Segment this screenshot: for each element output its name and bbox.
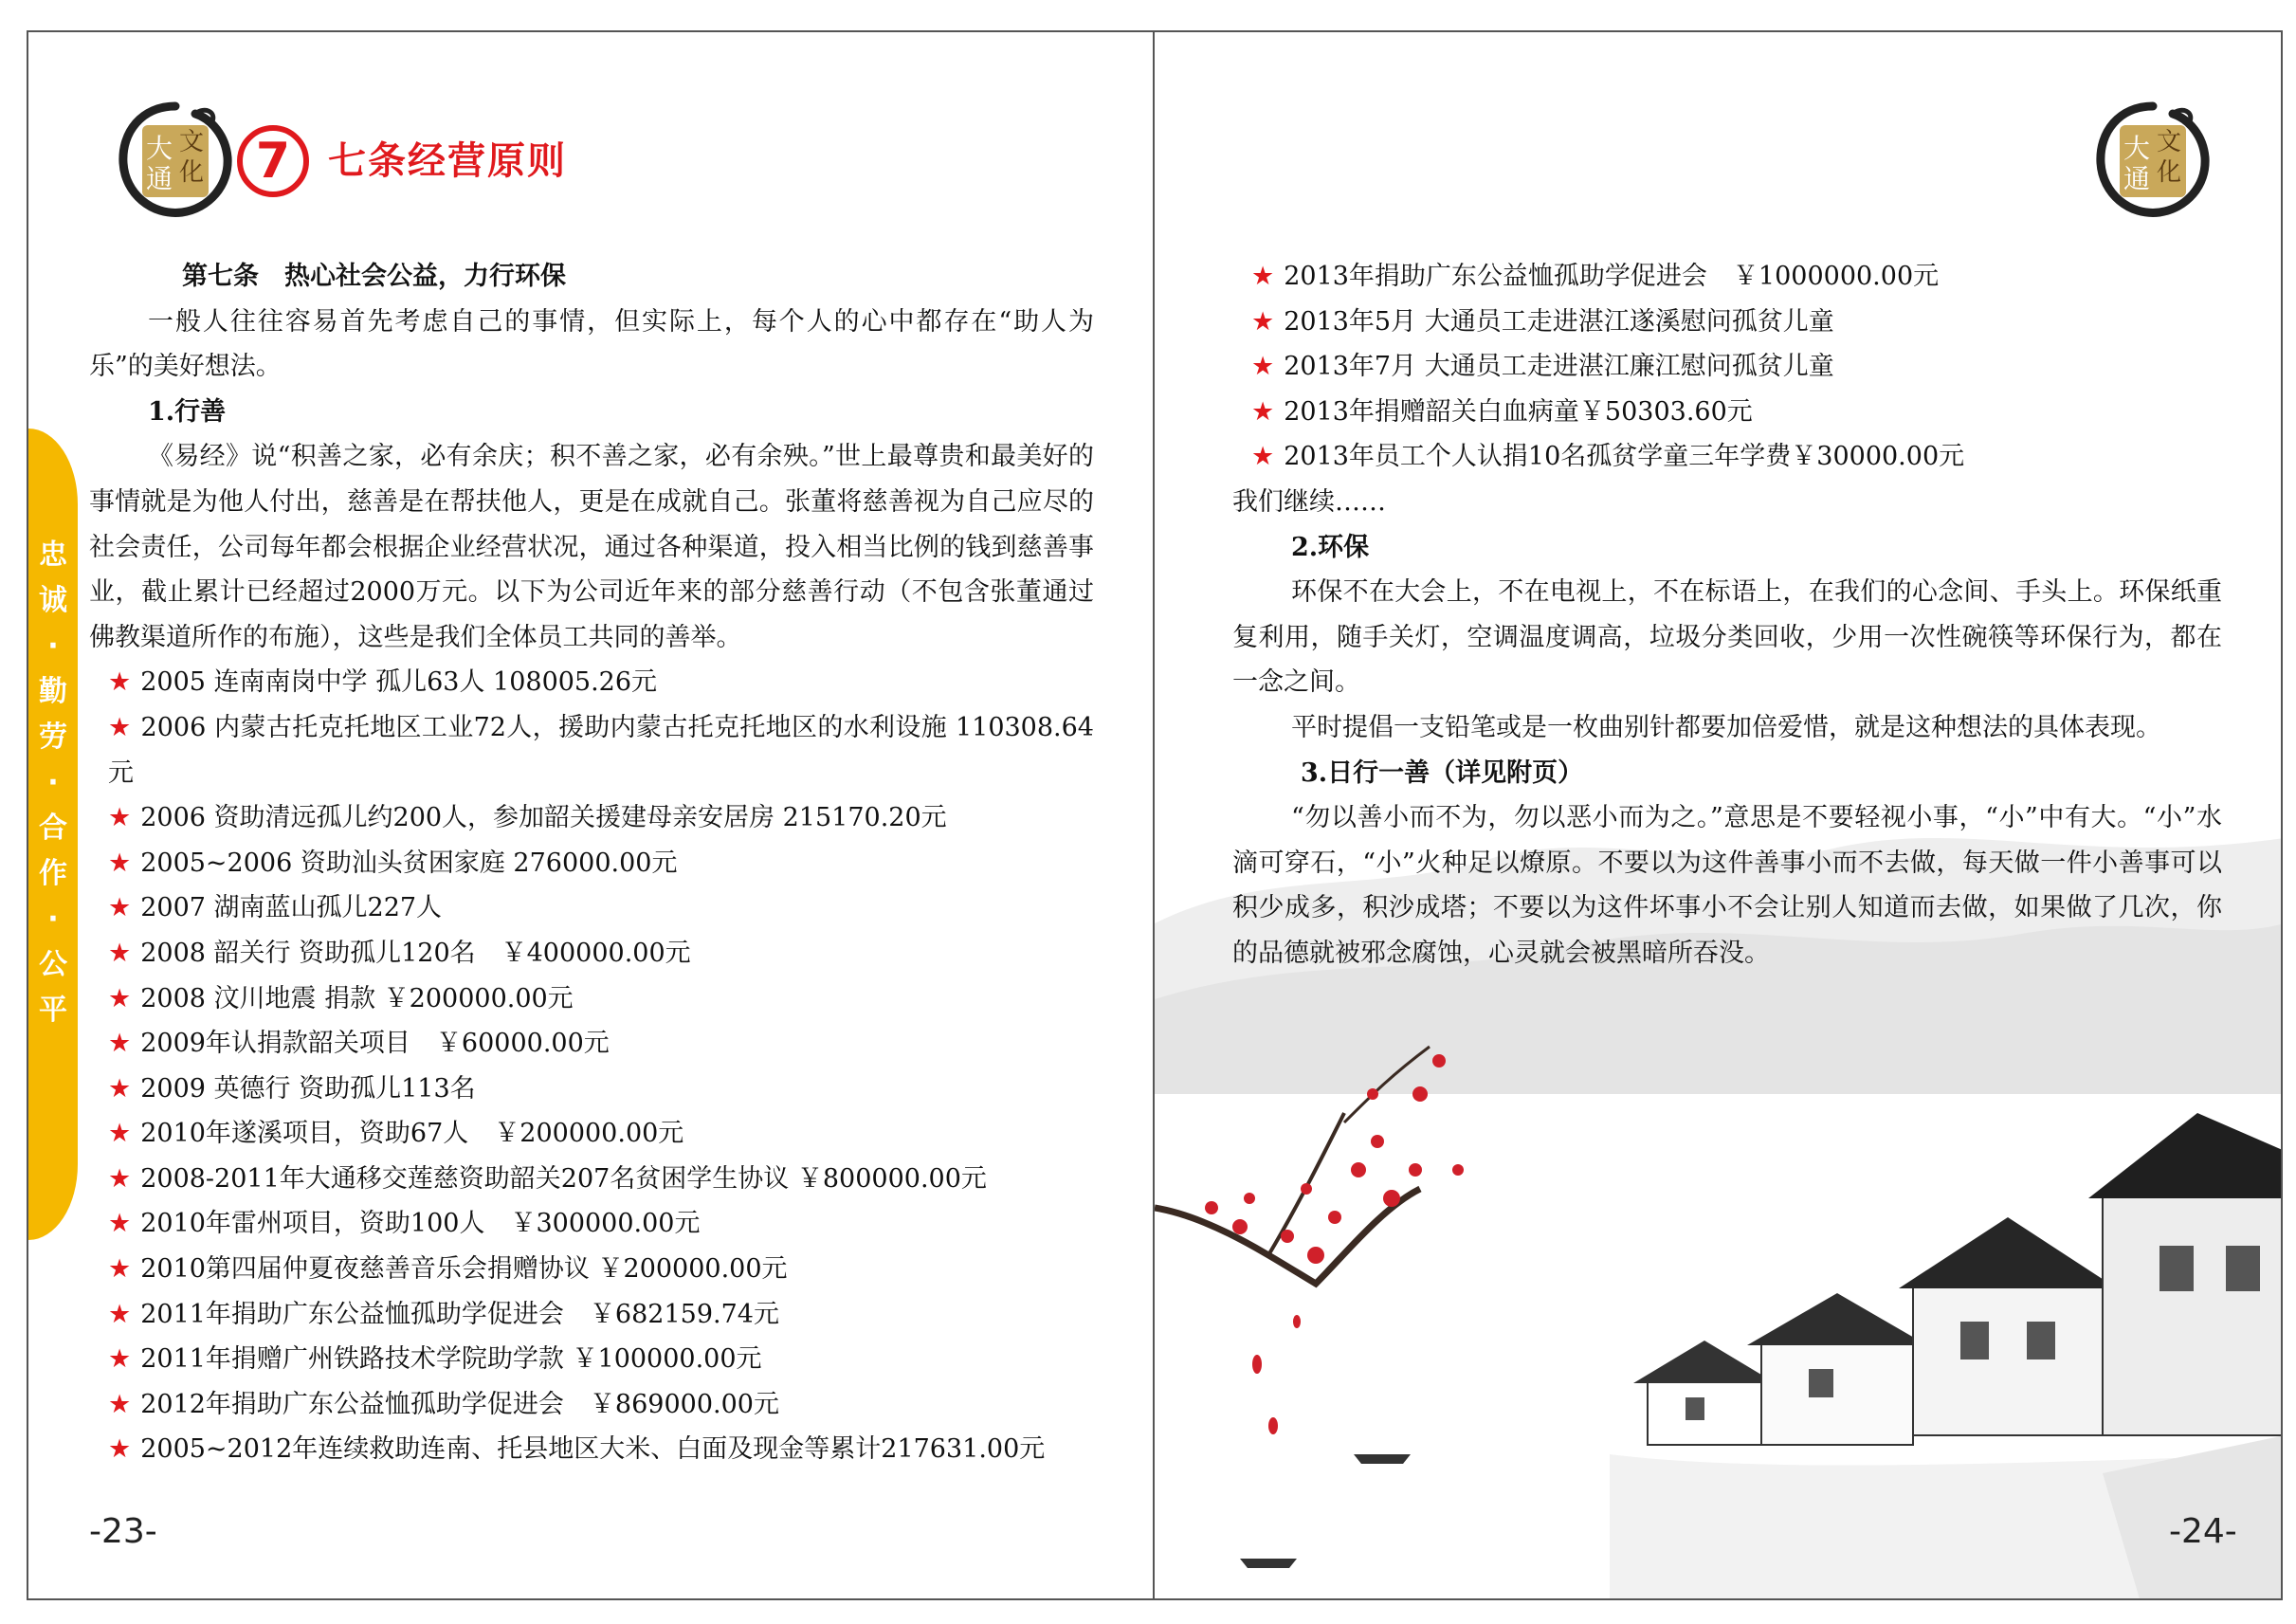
- charity-item: [1232, 390, 2222, 435]
- section-paragraph: 平时提倡一支铅笔或是一枚曲别针都要加倍爱惜，就是这种想法的具体表现。: [1291, 712, 2161, 742]
- charity-item: [89, 1201, 1094, 1247]
- star-icon: ★: [1251, 306, 1275, 337]
- charity-item-text: 2011年捐赠广州铁路技术学院助学款 ￥100000.00元: [140, 1344, 762, 1375]
- charity-item: [89, 795, 1094, 841]
- right-body: [1232, 254, 2222, 976]
- charity-item: [89, 1382, 1094, 1428]
- side-tab-char: 劳: [39, 721, 67, 754]
- star-icon: ★: [1251, 396, 1275, 427]
- charity-item-text: 2010年雷州项目，资助100人 ￥300000.00元: [140, 1209, 701, 1239]
- charity-item-text: 2005~2012年连续救助连南、托县地区大米、白面及现金等累计217631.00元: [140, 1434, 1046, 1465]
- logo-char: 通: [2123, 163, 2151, 194]
- side-tab-char: 公: [39, 948, 67, 981]
- star-icon: ★: [108, 712, 132, 742]
- charity-item-text: 2008 汶川地震 捐款 ￥200000.00元: [140, 983, 574, 1013]
- charity-item-text: 2012年捐助广东公益恤孤助学促进会 ￥869000.00元: [140, 1389, 779, 1419]
- logo-char: 化: [178, 158, 205, 187]
- chapter-number-badge: [237, 125, 309, 197]
- charity-item-text: 2005 连南南岗中学 孤儿63人 108005.26元: [140, 667, 658, 698]
- charity-item-text: 2010年遂溪项目，资助67人 ￥200000.00元: [140, 1119, 684, 1149]
- charity-item: [1232, 254, 2222, 300]
- side-tab: [28, 429, 78, 1240]
- charity-item-text: 2009 英德行 资助孤儿113名: [140, 1073, 476, 1104]
- page-number: -24-: [2169, 1512, 2237, 1551]
- section-heading: 1.行善: [148, 396, 227, 427]
- charity-item: [89, 1247, 1094, 1292]
- side-tab-char: ·: [47, 903, 59, 936]
- side-tab-char: 忠: [39, 538, 67, 572]
- charity-item-text: 2013年7月 大通员工走进湛江廉江慰问孤贫儿童: [1284, 352, 1834, 382]
- charity-item: [89, 1111, 1094, 1157]
- star-icon: ★: [108, 803, 132, 833]
- side-tab-char: 合: [39, 812, 67, 845]
- star-icon: ★: [1251, 442, 1275, 472]
- star-icon: ★: [108, 893, 132, 923]
- logo-char: 大: [2123, 133, 2151, 164]
- star-icon: ★: [108, 1344, 132, 1375]
- article-heading: 第七条 热心社会公益，力行环保: [182, 262, 566, 291]
- section-paragraph: “勿以善小而不为，勿以恶小而为之。”意思是不要轻视小事，“小”中有大。“小”水滴可穿石，“小”火种足以燎原。不要以为这件善事小而不去做，每天做一件小善事可以积少成多，积沙成塔；不要以为这件坏事小不会让别人知道而去做，如果做了几次，你的品德就被邪念腐蚀，心灵就会被黑暗所吞没。: [1232, 803, 2222, 968]
- section-paragraph: 《易经》说“积善之家，必有余庆；积不善之家，必有余殃。”世上最尊贵和最美好的事情就是为他人付出，慈善是在帮扶他人，更是在成就自己。张董将慈善视为自己应尽的社会责任，公司每年都会根据企业经营状况，通过各种渠道，投入相当比例的钱到慈善事业，截止累计已经超过2000万元。以下为公司近年来的部分慈善行动（不包含张董通过佛教渠道所作的布施），这些是我们全体员工共同的善举。: [89, 442, 1094, 652]
- charity-item-text: 2013年员工个人认捐10名孤贫学童三年学费￥30000.00元: [1284, 442, 1965, 472]
- chapter-title: 七条经营原则: [328, 139, 567, 183]
- side-tab-char: ·: [47, 630, 59, 663]
- charity-item: [89, 976, 1094, 1022]
- star-icon: ★: [108, 1209, 132, 1239]
- star-icon: ★: [108, 1299, 132, 1329]
- charity-item-text: 2006 资助清远孤儿约200人，参加韶关援建母亲安居房 215170.20元: [140, 803, 947, 833]
- star-icon: ★: [108, 1254, 132, 1285]
- charity-item: [89, 1427, 1094, 1472]
- charity-item: [1232, 434, 2222, 480]
- star-icon: ★: [108, 1389, 132, 1419]
- charity-item: [89, 1067, 1094, 1112]
- culture-logo: [114, 99, 237, 222]
- culture-logo: [2091, 99, 2214, 222]
- section-heading: 2.环保: [1291, 532, 1370, 562]
- charity-item-text: 2013年捐助广东公益恤孤助学促进会 ￥1000000.00元: [1284, 262, 1940, 291]
- side-tab-char: 平: [39, 994, 67, 1027]
- star-icon: ★: [108, 938, 132, 968]
- side-tab-char: 作: [39, 857, 67, 890]
- star-icon: ★: [108, 1073, 132, 1104]
- charity-item-text: 2009年认捐款韶关项目 ￥60000.00元: [140, 1029, 610, 1059]
- section-paragraph: 环保不在大会上，不在电视上，不在标语上，在我们的心念间、手头上。环保纸重复利用，随手关灯，空调温度调高，垃圾分类回收，少用一次性碗筷等环保行为，都在一念之间。: [1232, 577, 2222, 698]
- left-body: [89, 254, 1094, 1472]
- side-tab-char: ·: [47, 766, 59, 799]
- star-icon: ★: [108, 1163, 132, 1194]
- charity-item: [89, 660, 1094, 705]
- charity-item-text: 2013年捐赠韶关白血病童￥50303.60元: [1284, 396, 1753, 427]
- star-icon: ★: [108, 983, 132, 1013]
- charity-item: [89, 1021, 1094, 1067]
- intro-paragraph: 一般人往往容易首先考虑自己的事情，但实际上，每个人的心中都存在“助人为乐”的美好想法。: [89, 306, 1094, 382]
- right-page: [1153, 30, 2283, 1600]
- charity-item: [1232, 344, 2222, 390]
- chapter-number: 7: [255, 133, 291, 190]
- charity-item: [1232, 300, 2222, 345]
- star-icon: ★: [1251, 262, 1275, 291]
- charity-item-text: 2008 韶关行 资助孤儿120名 ￥400000.00元: [140, 938, 691, 968]
- charity-item-text: 2013年5月 大通员工走进湛江遂溪慰问孤贫儿童: [1284, 306, 1834, 337]
- star-icon: ★: [108, 1119, 132, 1149]
- star-icon: ★: [108, 1029, 132, 1059]
- logo-char: 通: [145, 163, 173, 194]
- charity-item-text: 2007 湖南蓝山孤儿227人: [140, 893, 443, 923]
- star-icon: ★: [108, 1434, 132, 1465]
- charity-item-text: 2005~2006 资助汕头贫困家庭 276000.00元: [140, 848, 678, 878]
- charity-item-text: 2010第四届仲夏夜慈善音乐会捐赠协议 ￥200000.00元: [140, 1254, 788, 1285]
- charity-item: [89, 885, 1094, 931]
- star-icon: ★: [1251, 352, 1275, 382]
- section-heading: 3.日行一善（详见附页）: [1301, 757, 1584, 788]
- left-page: [27, 30, 1157, 1600]
- logo-char: 文: [2156, 128, 2182, 156]
- star-icon: ★: [108, 848, 132, 878]
- charity-item: [89, 931, 1094, 976]
- logo-char: 大: [145, 133, 173, 164]
- charity-item-text: 2008-2011年大通移交莲慈资助韶关207名贫困学生协议 ￥800000.00元: [140, 1163, 987, 1194]
- charity-item: [89, 1157, 1094, 1202]
- star-icon: ★: [108, 667, 132, 698]
- logo-char: 文: [178, 128, 205, 156]
- charity-item: [89, 1292, 1094, 1338]
- charity-item: [89, 705, 1094, 795]
- charity-item: [89, 1337, 1094, 1382]
- logo-char: 化: [2156, 158, 2182, 187]
- side-tab-char: 诚: [39, 584, 67, 617]
- charity-list-continued: [1232, 254, 2222, 480]
- page-number: -23-: [89, 1512, 157, 1551]
- continue-text: 我们继续……: [1232, 486, 1386, 517]
- charity-item-text: 2011年捐助广东公益恤孤助学促进会 ￥682159.74元: [140, 1299, 779, 1329]
- charity-item-text: 2006 内蒙古托克托地区工业72人，援助内蒙古托克托地区的水利设施 110308.64元: [108, 712, 1094, 788]
- charity-list: [89, 660, 1094, 1472]
- side-tab-char: 勤: [39, 675, 67, 708]
- side-tab-text: [28, 533, 78, 1033]
- charity-item: [89, 841, 1094, 886]
